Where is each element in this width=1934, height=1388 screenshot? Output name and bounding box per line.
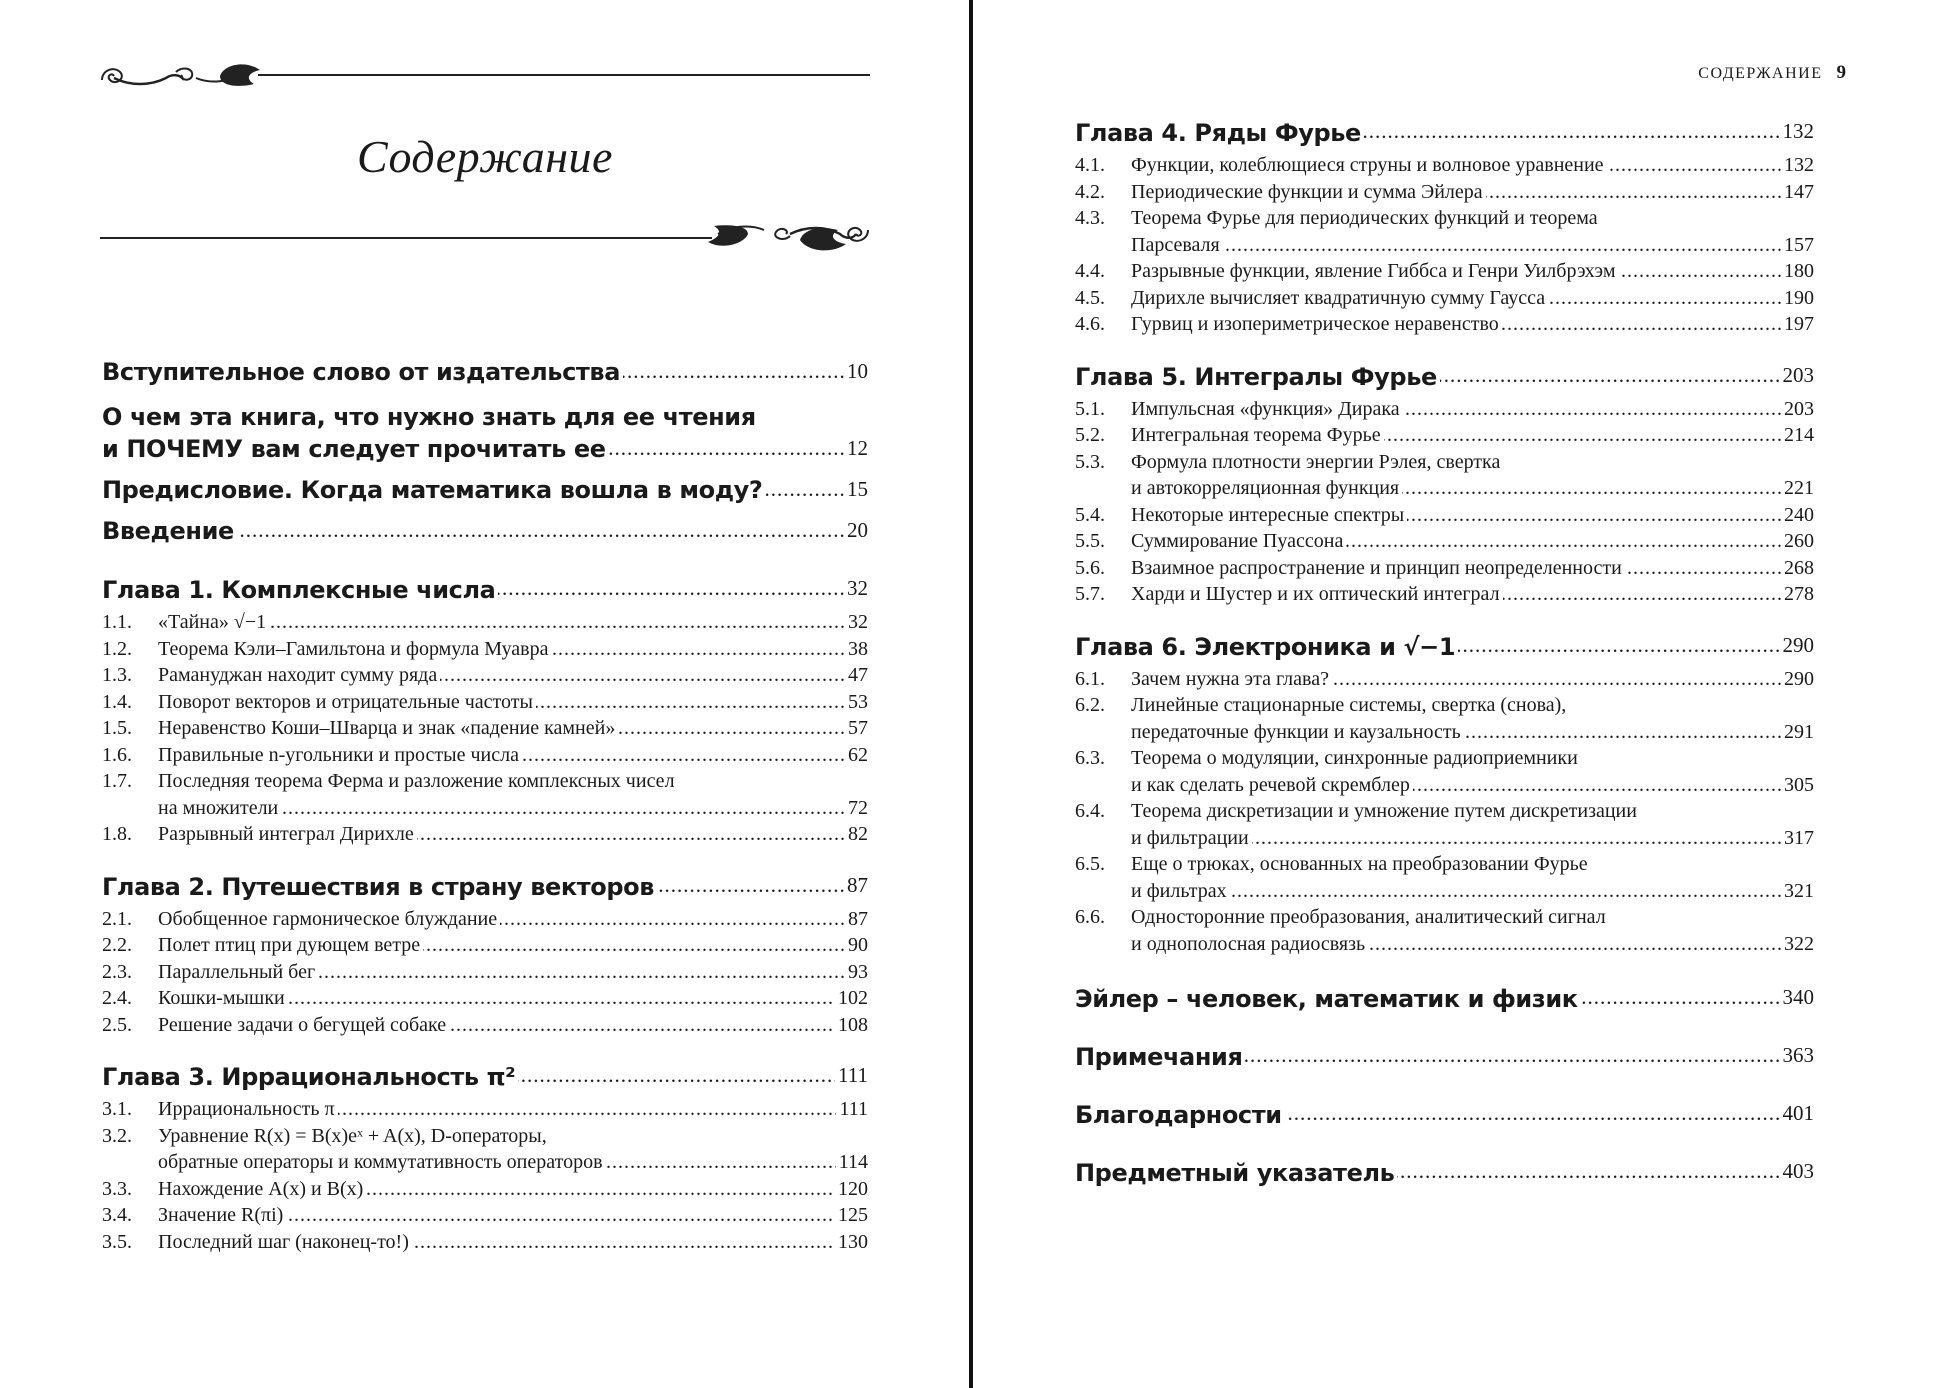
page-number: 197 xyxy=(1781,311,1814,338)
toc-section[interactable] xyxy=(102,742,868,769)
toc-section[interactable] xyxy=(102,1202,868,1229)
section-title-line: на множители xyxy=(102,797,281,819)
page-number: 290 xyxy=(1780,630,1815,662)
toc-closing-entry[interactable] xyxy=(1075,977,1814,1021)
section-title: Теорема Кэли–Гамильтона и формула Муавра xyxy=(158,637,549,660)
section-title: Нахождение A(x) и B(x) xyxy=(158,1177,364,1200)
closing-entry-title: Примечания xyxy=(1075,1043,1245,1071)
section-title: Дирихле вычисляет квадратичную сумму Гаусса xyxy=(1131,286,1546,309)
running-header xyxy=(1698,62,1846,84)
section-title: Периодические функции и сумма Эйлера xyxy=(1131,180,1483,203)
section-title: Правильные n-угольники и простые числа xyxy=(158,743,519,766)
section-title-line: передаточные функции и каузальность xyxy=(1075,721,1464,743)
section-title: «Тайна» √−1 xyxy=(158,611,267,633)
section-number: 5.4. xyxy=(1075,503,1105,526)
toc-entry-title: Предисловие. Когда математика вошла в моду? xyxy=(102,476,765,504)
page-number: 125 xyxy=(835,1202,868,1229)
section-number: 1.2. xyxy=(102,637,132,660)
section-number: 6.6. xyxy=(1075,906,1105,928)
toc-entry-front-matter[interactable] xyxy=(102,358,868,386)
toc-closing-entry[interactable] xyxy=(1075,1093,1814,1137)
section-number: 3.5. xyxy=(102,1230,132,1253)
right-page xyxy=(975,0,1934,1388)
closing-entry-title: Благодарности xyxy=(1075,1101,1285,1129)
toc-chapter-heading[interactable] xyxy=(1075,360,1814,394)
section-title: Разрывный интеграл Дирихле xyxy=(158,823,414,845)
toc-section[interactable] xyxy=(1075,285,1814,312)
chapter-title: Глава 3. Иррациональность π² xyxy=(102,1063,518,1091)
toc-section[interactable] xyxy=(1075,179,1814,206)
section-number: 2.3. xyxy=(102,960,132,983)
section-number: 6.5. xyxy=(1075,853,1105,875)
page-number: 305 xyxy=(1781,772,1814,799)
toc-section[interactable] xyxy=(102,609,868,636)
section-title-line: Уравнение R(x) = B(x)eˣ + A(x), D-операторы, xyxy=(158,1124,547,1147)
page-number: 322 xyxy=(1781,931,1814,958)
section-number: 4.5. xyxy=(1075,286,1105,309)
section-number: 3.2. xyxy=(102,1124,132,1147)
page-number: 203 xyxy=(1781,396,1814,423)
page-number: 317 xyxy=(1781,825,1814,852)
toc-section[interactable] xyxy=(102,1229,868,1256)
section-number: 6.2. xyxy=(1075,694,1105,716)
toc-chapter-heading[interactable] xyxy=(1075,116,1814,150)
running-header-title: СОДЕРЖАНИЕ xyxy=(1698,65,1823,82)
section-title: Параллельный бег xyxy=(158,960,316,983)
book-spine-divider xyxy=(969,0,973,1388)
section-title-line: Линейные стационарные системы, свертка (снова), xyxy=(1131,694,1567,716)
section-title-line: Теорема Фурье для периодических функций и теорема xyxy=(1131,207,1598,229)
section-title-line: и автокорреляционная функция xyxy=(1075,477,1402,499)
page-number: 190 xyxy=(1781,285,1814,312)
page-number: 114 xyxy=(836,1149,868,1176)
section-title-line: и как сделать речевой скремблер xyxy=(1075,774,1413,796)
toc-entry-title: Вступительное слово от издательства xyxy=(102,358,623,386)
section-title-line: и фильтрах xyxy=(1075,880,1230,902)
toc-section-multiline[interactable] xyxy=(1075,692,1814,745)
chapter-title: Глава 5. Интегралы Фурье xyxy=(1075,363,1440,391)
page-number: 32 xyxy=(844,573,868,605)
section-number: 4.4. xyxy=(1075,260,1105,282)
page-number: 93 xyxy=(845,959,868,986)
toc-section[interactable] xyxy=(1075,422,1814,449)
section-title: Харди и Шустер и их оптический интеграл xyxy=(1131,583,1500,605)
toc-chapter-heading[interactable] xyxy=(1075,630,1814,664)
page-number: 240 xyxy=(1781,502,1814,529)
toc-section[interactable] xyxy=(1075,258,1814,285)
folio-page-number: 9 xyxy=(1836,62,1846,83)
section-title-line: и однополосная радиосвязь xyxy=(1075,933,1368,955)
toc-section-multiline[interactable] xyxy=(1075,851,1814,904)
toc-section[interactable] xyxy=(102,985,868,1012)
section-title: Разрывные функции, явление Гиббса и Генри Уилбрэхэм xyxy=(1131,260,1616,282)
page-number: 47 xyxy=(845,662,868,689)
page-number: 82 xyxy=(845,821,868,848)
toc-entry-title-line: О чем эта книга, что нужно знать для ее чтения xyxy=(102,403,756,431)
section-number: 5.5. xyxy=(1075,530,1105,552)
toc-section[interactable] xyxy=(1075,311,1814,338)
section-number: 6.4. xyxy=(1075,800,1105,822)
toc-title: Содержание xyxy=(357,131,613,182)
toc-section[interactable] xyxy=(1075,555,1814,582)
section-number: 4.2. xyxy=(1075,180,1105,203)
section-title-line: Парсеваля xyxy=(1075,234,1223,256)
section-title: Кошки-мышки xyxy=(158,987,285,1009)
toc-entry-title: Введение xyxy=(102,517,237,545)
toc-section[interactable] xyxy=(102,932,868,959)
toc-entry-front-matter[interactable] xyxy=(102,517,868,545)
section-title-line: обратные операторы и коммутативность операторов xyxy=(102,1151,606,1173)
page-number: 72 xyxy=(845,795,868,822)
top-flourish-ornament xyxy=(100,60,870,104)
toc-closing-entry[interactable] xyxy=(1075,1035,1814,1079)
section-title: Полет птиц при дующем ветре xyxy=(158,934,421,956)
section-title: Обобщенное гармоническое блуждание xyxy=(158,907,498,930)
section-title-line: и фильтрации xyxy=(1075,827,1252,849)
chapter-title: Глава 2. Путешествия в страну векторов xyxy=(102,873,657,901)
page-number: 120 xyxy=(835,1176,868,1203)
page-number: 278 xyxy=(1781,581,1814,608)
section-title-line: Односторонние преобразования, аналитический сигнал xyxy=(1131,906,1606,928)
toc-entry-front-matter[interactable] xyxy=(102,476,868,504)
section-number: 2.4. xyxy=(102,987,132,1009)
page-number: 203 xyxy=(1780,360,1815,392)
page-number: 38 xyxy=(845,636,868,663)
section-title: Поворот векторов и отрицательные частоты xyxy=(158,690,533,713)
toc-right-column xyxy=(1075,116,1814,1195)
section-number: 3.3. xyxy=(102,1177,132,1200)
toc-section[interactable] xyxy=(1075,152,1814,179)
section-title-line: Еще о трюках, основанных на преобразовании Фурье xyxy=(1131,853,1588,875)
closing-entry-title: Эйлер – человек, математик и физик xyxy=(1075,985,1581,1013)
page-number: 363 xyxy=(1780,1035,1815,1077)
section-title: Неравенство Коши–Шварца и знак «падение камней» xyxy=(158,717,616,739)
page-number: 260 xyxy=(1781,528,1814,555)
section-number: 1.1. xyxy=(102,611,132,633)
chapter-title: Глава 1. Комплексные числа xyxy=(102,576,498,604)
section-number: 1.8. xyxy=(102,823,132,845)
section-number: 5.3. xyxy=(1075,450,1105,473)
page-number: 108 xyxy=(835,1012,868,1039)
toc-section-multiline[interactable] xyxy=(102,768,868,821)
page-number: 90 xyxy=(845,932,868,959)
page-number: 403 xyxy=(1780,1151,1815,1193)
section-number: 1.6. xyxy=(102,743,132,766)
page-number: 132 xyxy=(1780,116,1815,148)
page-number: 15 xyxy=(844,477,868,502)
page-number: 147 xyxy=(1781,179,1814,206)
section-number: 1.4. xyxy=(102,690,132,713)
section-number: 2.2. xyxy=(102,934,132,956)
section-title: Иррациональность π xyxy=(158,1098,335,1120)
section-number: 6.1. xyxy=(1075,667,1105,690)
page-number: 214 xyxy=(1781,422,1814,449)
section-number: 3.4. xyxy=(102,1204,132,1226)
section-title-line: Теорема дискретизации и умножение путем дискретизации xyxy=(1131,800,1637,822)
page-number: 111 xyxy=(836,1096,868,1123)
section-number: 2.1. xyxy=(102,907,132,930)
toc-entry-front-matter[interactable] xyxy=(102,399,868,463)
section-number: 5.7. xyxy=(1075,583,1105,605)
section-title-line: Формула плотности энергии Рэлея, свертка xyxy=(1131,450,1501,473)
section-number: 3.1. xyxy=(102,1098,132,1120)
toc-section[interactable] xyxy=(1075,666,1814,693)
section-title-line: Теорема о модуляции, синхронные радиоприемники xyxy=(1131,747,1578,769)
section-title: Импульсная «функция» Дирака xyxy=(1131,397,1400,420)
section-title-line: Последняя теорема Ферма и разложение комплексных чисел xyxy=(158,770,675,792)
section-title: Гурвиц и изопериметрическое неравенство xyxy=(1131,313,1499,335)
page-number: 20 xyxy=(844,518,868,543)
toc-entry-title-line: и ПОЧЕМУ вам следует прочитать ее xyxy=(102,435,609,463)
toc-section[interactable] xyxy=(1075,502,1814,529)
section-number: 6.3. xyxy=(1075,747,1105,769)
toc-section[interactable] xyxy=(1075,396,1814,423)
page-number: 53 xyxy=(845,689,868,716)
toc-section[interactable] xyxy=(102,1096,868,1123)
page-number: 32 xyxy=(845,609,868,636)
toc-section[interactable] xyxy=(102,636,868,663)
page-number: 268 xyxy=(1781,555,1814,582)
section-number: 5.1. xyxy=(1075,397,1105,420)
toc-section[interactable] xyxy=(102,715,868,742)
page-number: 157 xyxy=(1781,232,1814,259)
closing-entry-title: Предметный указатель xyxy=(1075,1159,1397,1187)
section-title: Интегральная теорема Фурье xyxy=(1131,424,1381,446)
section-title: Рамануджан находит сумму ряда xyxy=(158,664,438,686)
toc-chapter-heading[interactable] xyxy=(102,573,868,607)
page-number: 12 xyxy=(844,436,868,461)
section-title: Суммирование Пуассона xyxy=(1131,530,1344,552)
section-number: 4.6. xyxy=(1075,313,1105,335)
section-number: 5.2. xyxy=(1075,424,1105,446)
toc-chapter-heading[interactable] xyxy=(102,870,868,904)
toc-section-multiline[interactable] xyxy=(1075,205,1814,258)
section-number: 2.5. xyxy=(102,1013,132,1036)
page-number: 87 xyxy=(845,906,868,933)
section-number: 4.1. xyxy=(1075,154,1105,176)
section-title: Последний шаг (наконец-то!) xyxy=(158,1230,409,1253)
toc-section[interactable] xyxy=(102,1012,868,1039)
section-number: 1.7. xyxy=(102,770,132,792)
page-number: 221 xyxy=(1781,475,1814,502)
section-title: Решение задачи о бегущей собаке xyxy=(158,1013,447,1036)
page-number: 62 xyxy=(845,742,868,769)
page-number: 340 xyxy=(1780,977,1815,1019)
toc-chapter-heading[interactable] xyxy=(102,1060,868,1094)
section-title: Зачем нужна эта глава? xyxy=(1131,667,1329,690)
toc-section[interactable] xyxy=(102,821,868,848)
section-number: 4.3. xyxy=(1075,207,1105,229)
chapter-title: Глава 4. Ряды Фурье xyxy=(1075,119,1364,147)
toc-section[interactable] xyxy=(102,959,868,986)
toc-section-multiline[interactable] xyxy=(1075,745,1814,798)
page-number: 132 xyxy=(1781,152,1814,179)
toc-section-multiline[interactable] xyxy=(1075,449,1814,502)
toc-section-multiline[interactable] xyxy=(1075,798,1814,851)
toc-closing-entry[interactable] xyxy=(1075,1151,1814,1195)
toc-section[interactable] xyxy=(102,1176,868,1203)
bottom-flourish-ornament xyxy=(100,212,870,256)
section-title: Некоторые интересные спектры xyxy=(1131,503,1405,526)
page-number: 291 xyxy=(1781,719,1814,746)
toc-left-column xyxy=(102,358,868,1255)
page-number: 401 xyxy=(1780,1093,1815,1135)
page-number: 180 xyxy=(1781,258,1814,285)
page-number: 130 xyxy=(835,1229,868,1256)
toc-section-multiline[interactable] xyxy=(102,1123,868,1176)
toc-section[interactable] xyxy=(102,689,868,716)
section-number: 1.3. xyxy=(102,664,132,686)
section-title: Функции, колеблющиеся струны и волновое уравнение xyxy=(1131,154,1604,176)
page-number: 102 xyxy=(835,985,868,1012)
page-number: 290 xyxy=(1781,666,1814,693)
page-number: 87 xyxy=(844,870,868,902)
chapter-title: Глава 6. Электроника и √−1 xyxy=(1075,633,1458,661)
toc-section[interactable] xyxy=(1075,581,1814,608)
toc-section[interactable] xyxy=(1075,528,1814,555)
toc-section[interactable] xyxy=(102,906,868,933)
section-title: Взаимное распространение и принцип неопределенности xyxy=(1131,556,1622,579)
page-number: 321 xyxy=(1781,878,1814,905)
section-number: 1.5. xyxy=(102,717,132,739)
page-number: 111 xyxy=(835,1060,868,1092)
section-title: Значение R(πi) xyxy=(158,1204,284,1226)
page-number: 10 xyxy=(844,359,868,384)
toc-section[interactable] xyxy=(102,662,868,689)
toc-section-multiline[interactable] xyxy=(1075,904,1814,957)
section-number: 5.6. xyxy=(1075,556,1105,579)
page-number: 57 xyxy=(845,715,868,742)
